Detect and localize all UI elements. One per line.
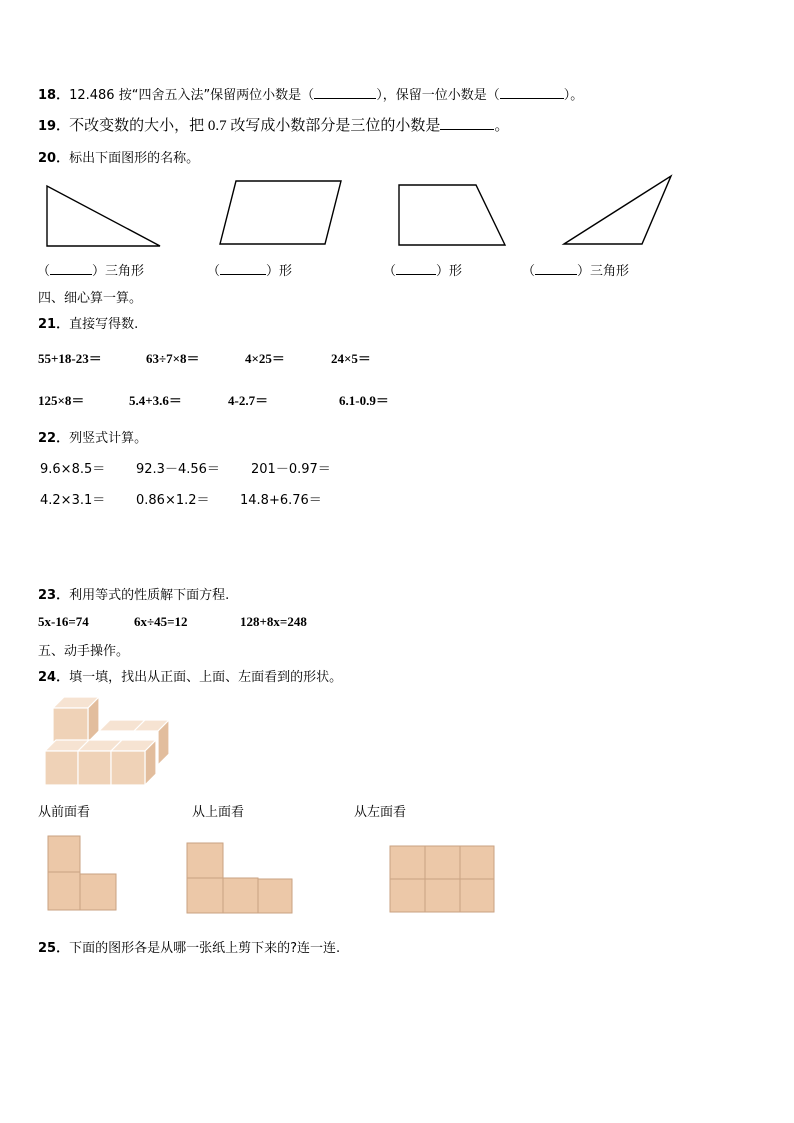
question-text: 利用等式的性质解下面方程.: [69, 588, 230, 603]
question-number: 21．: [38, 317, 70, 332]
left-view-shape: [390, 846, 494, 912]
shape-label-3: （ ）形: [383, 264, 463, 279]
question-text: 列竖式计算。: [69, 431, 148, 446]
question-number: 22．: [38, 431, 70, 446]
question-25: [38, 937, 340, 956]
question-text: ）。: [563, 88, 584, 103]
column-calc-item: 14.8+6.76＝: [240, 493, 322, 508]
mental-calc-item: 6.1-0.9＝: [339, 393, 389, 408]
equation-item: 6x÷45=12: [134, 614, 188, 629]
question-text: 。: [494, 116, 510, 134]
mental-calc-item: 4×25＝: [245, 351, 285, 366]
equation-item: 5x-16=74: [38, 614, 89, 629]
section-heading-4: 四、细心算一算。: [38, 291, 143, 306]
shape-label-4: （ ）三角形: [522, 264, 630, 279]
shape-label-1: （ ）三角形: [37, 264, 145, 279]
question-number: 24．: [38, 670, 70, 685]
question-number: 20．: [38, 151, 70, 166]
view-label-top: 从上面看: [192, 805, 245, 820]
question-text: 标出下面图形的名称。: [69, 151, 200, 166]
mental-calc-item: 63÷7×8＝: [146, 351, 200, 366]
question-number: 23．: [38, 588, 70, 603]
question-number: 18．: [38, 88, 70, 103]
column-calc-item: 9.6×8.5＝: [40, 462, 106, 477]
mental-calc-item: 4-2.7＝: [228, 393, 269, 408]
question-text: 直接写得数.: [69, 317, 139, 332]
column-calc-item: 4.2×3.1＝: [40, 493, 106, 508]
column-calc-item: 92.3－4.56＝: [136, 462, 220, 477]
question-number: 19．: [38, 119, 70, 134]
column-calc-item: 0.86×1.2＝: [136, 493, 210, 508]
top-view-shape: [187, 843, 292, 913]
equation-item: 128+8x=248: [240, 614, 307, 629]
mental-calc-item: 5.4+3.6＝: [129, 393, 182, 408]
mental-calc-item: 24×5＝: [331, 351, 371, 366]
question-text: 填一填，找出从正面、上面、左面看到的形状。: [69, 670, 343, 685]
question-text: 不改变数的大小，把 0.7 改写成小数部分是三位的小数是: [69, 118, 441, 134]
front-view-shape: [48, 836, 116, 910]
shape-label-2: （ ）形: [207, 264, 293, 279]
mental-calc-item: 125×8＝: [38, 393, 85, 408]
mental-calc-item: 55+18-23＝: [38, 351, 102, 366]
question-text: 下面的图形各是从哪一张纸上剪下来的?连一连.: [69, 941, 341, 956]
view-label-left: 从左面看: [354, 805, 407, 820]
question-number: 25．: [38, 941, 70, 956]
view-label-front: 从前面看: [38, 805, 91, 820]
question-text: 12.486 按“四舍五入法”保留两位小数是（: [69, 88, 315, 103]
section-heading-5: 五、动手操作。: [38, 644, 130, 659]
column-calc-item: 201－0.97＝: [251, 462, 331, 477]
question-text: ），保留一位小数是（: [376, 88, 500, 103]
